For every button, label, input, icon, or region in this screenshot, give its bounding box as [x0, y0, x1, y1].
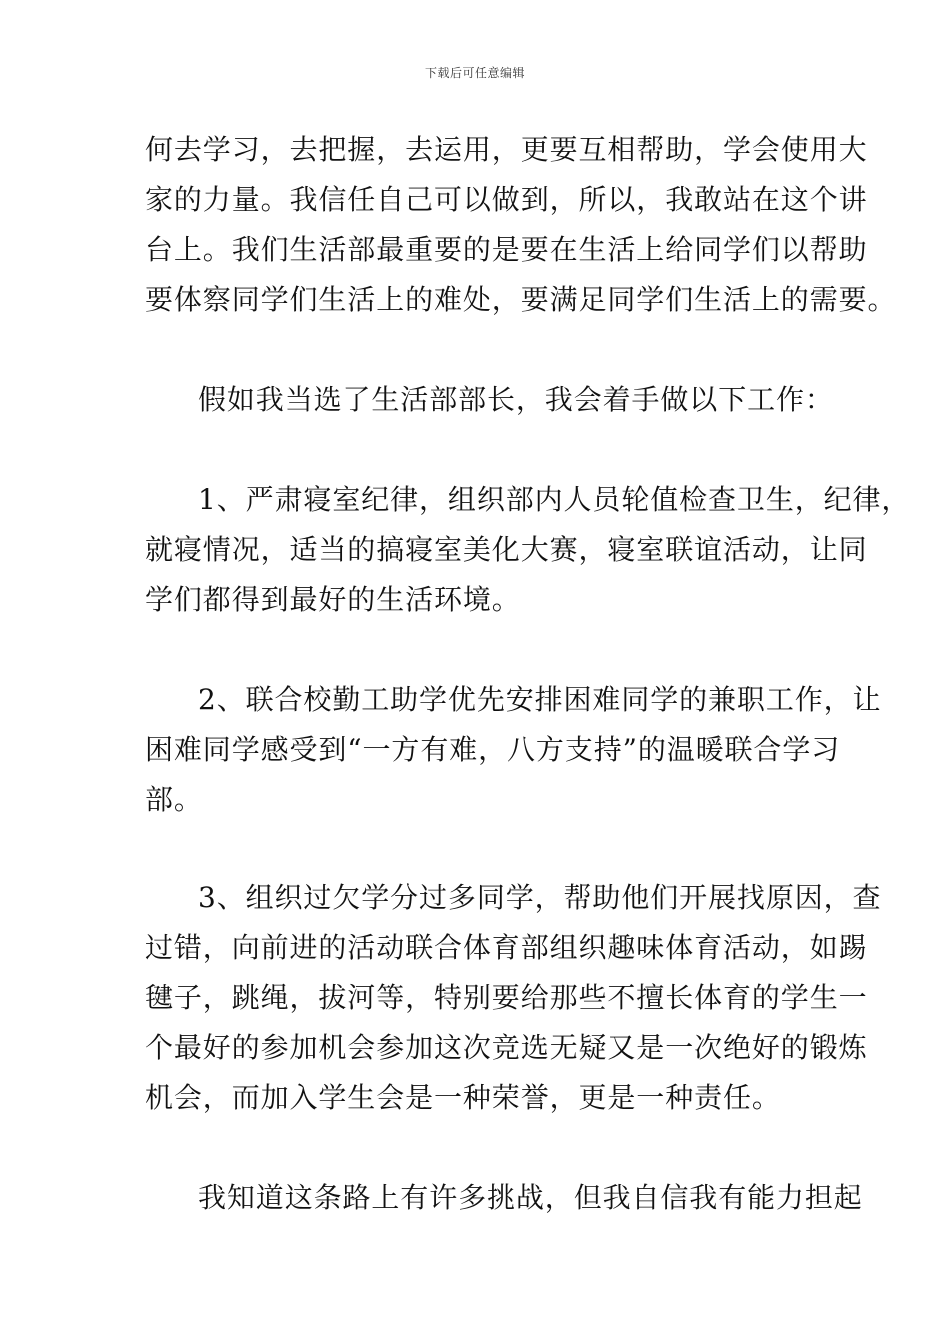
text-line: 3、组织过欠学分过多同学，帮助他们开展找原因，查: [198, 881, 882, 914]
text-line: 过错，向前进的活动联合体育部组织趣味体育活动，如踢: [145, 931, 868, 964]
text-line: 家的力量。我信任自己可以做到，所以，我敢站在这个讲: [145, 183, 868, 216]
text-line: 台上。我们生活部最重要的是要在生活上给同学们以帮助: [145, 233, 868, 266]
text-line: 就寝情况，适当的搞寝室美化大赛，寝室联谊活动，让同: [145, 533, 868, 566]
text-line: 个最好的参加机会参加这次竞选无疑又是一次绝好的锻炼: [145, 1031, 868, 1064]
text-line: 何去学习，去把握，去运用，更要互相帮助，学会使用大: [145, 133, 868, 166]
text-line: 部。: [145, 783, 203, 816]
text-line: 我知道这条路上有许多挑战，但我自信我有能力担起: [198, 1181, 863, 1214]
page-header-note: 下载后可任意编辑: [424, 66, 525, 80]
text-line: 1、严肃寝室纪律，组织部内人员轮值检查卫生，纪律，: [198, 483, 911, 516]
text-line: 机会，而加入学生会是一种荣誉，更是一种责任。: [145, 1081, 781, 1114]
text-line: 学们都得到最好的生活环境。: [145, 583, 521, 616]
text-line: 假如我当选了生活部部长，我会着手做以下工作：: [198, 383, 834, 416]
text-line: 困难同学感受到“一方有难，八方支持”的温暖联合学习: [145, 733, 841, 766]
text-line: 2、联合校勤工助学优先安排困难同学的兼职工作，让: [198, 683, 882, 716]
text-line: 要体察同学们生活上的难处，要满足同学们生活上的需要。: [145, 283, 897, 316]
text-line: 毽子，跳绳，拔河等，特别要给那些不擅长体育的学生一: [145, 981, 868, 1014]
